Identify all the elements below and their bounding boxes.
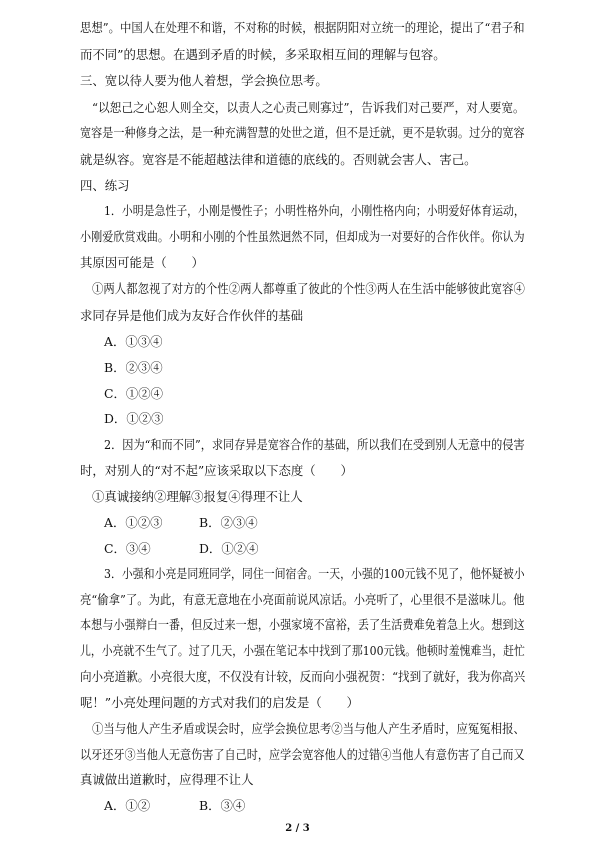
- text-line: “以恕己之心恕人则全交，以责人之心责己则寡过”，告诉我们对己要严，对人要宽。: [92, 100, 525, 115]
- option-d: D．①②③: [104, 411, 164, 426]
- section-heading: 四、练习: [80, 178, 130, 193]
- page-number: 2 / 3: [285, 823, 310, 834]
- option-d: D．①②④: [199, 541, 259, 556]
- option-a: A．①②: [104, 798, 151, 813]
- text-line: 思想”。中国人在处理不和谐，不对称的时候，根据阴阳对立统一的理论，提出了“君子和: [80, 20, 525, 35]
- text-line: ①两人都忽视了对方的个性②两人都尊重了彼此的个性③两人在生活中能够彼此宽容④: [92, 281, 525, 296]
- option-c: C．③④: [104, 541, 151, 556]
- question-2: 2．因为“和而不同”，求同存异是宽容合作的基础，所以我们在受到别人无意中的侵害: [104, 437, 525, 452]
- option-b: B．③④: [199, 798, 246, 813]
- text-line: 儿，小亮就不生气了。过了几天，小强在笔记本中找到了那100元钱。他顿时羞愧难当，赶忙: [80, 643, 525, 658]
- option-a: A．①②③: [104, 515, 163, 530]
- text-line: 真诚做出道歉时，应得理不让人: [80, 772, 254, 787]
- text-line: ①真诚接纳②理解③报复④得理不让人: [92, 489, 303, 504]
- text-line: 小刚爱欣赏戏曲。小明和小刚的个性虽然迥然不同，但却成为一对要好的合作伙伴。你认为: [80, 229, 525, 244]
- question-3: 3．小强和小亮是同班同学，同住一间宿舍。一天，小强的100元钱不见了，他怀疑被小: [104, 566, 525, 581]
- text-line: 呢！”小亮处理问题的方式对我们的启发是（ ）: [80, 695, 359, 710]
- text-line: 宽容是一种修身之法，是一种充满智慧的处世之道，但不是迁就，更不是软弱。过分的宽容: [80, 125, 525, 140]
- question-1: 1．小明是急性子，小刚是慢性子；小明性格外向，小刚性格内向；小明爱好体育运动，: [104, 203, 525, 218]
- text-line: 亮“偷拿”了。为此，有意无意地在小亮面前说风凉话。小亮听了，心里很不是滋味儿。他: [80, 592, 525, 607]
- text-line: 求同存异是他们成为友好合作伙伴的基础: [80, 308, 304, 323]
- text-line: 其原因可能是（ ）: [80, 255, 204, 270]
- option-a: A．①③④: [104, 334, 163, 349]
- section-heading: 三、宽以待人要为他人着想，学会换位思考。: [80, 73, 328, 88]
- option-c: C．①②④: [104, 386, 164, 401]
- text-line: ①当与他人产生矛盾或误会时，应学会换位思考②当与他人产生矛盾时，应冤冤相报、: [92, 721, 525, 736]
- text-line: 向小亮道歉。小亮很大度，不仅没有计较，反而向小强祝贺：“找到了就好，我为你高兴: [80, 669, 526, 684]
- text-line: 以牙还牙③当他人无意伤害了自己时，应学会宽容他人的过错④当他人有意伤害了自己而又: [80, 747, 525, 762]
- text-line: 本想与小强辩白一番，但反过来一想，小强家境不富裕，丢了生活费难免着急上火。想到这: [80, 617, 525, 632]
- text-line: 时，对别人的“对不起”应该采取以下态度（ ）: [80, 463, 353, 478]
- option-b: B．②③④: [199, 515, 258, 530]
- text-line: 就是纵容。宽容是不能超越法律和道德的底线的。否则就会害人、害己。: [80, 152, 477, 167]
- text-line: 而不同”的思想。在遇到矛盾的时候，多采取相互间的理解与包容。: [80, 47, 446, 62]
- option-b: B．②③④: [104, 360, 163, 375]
